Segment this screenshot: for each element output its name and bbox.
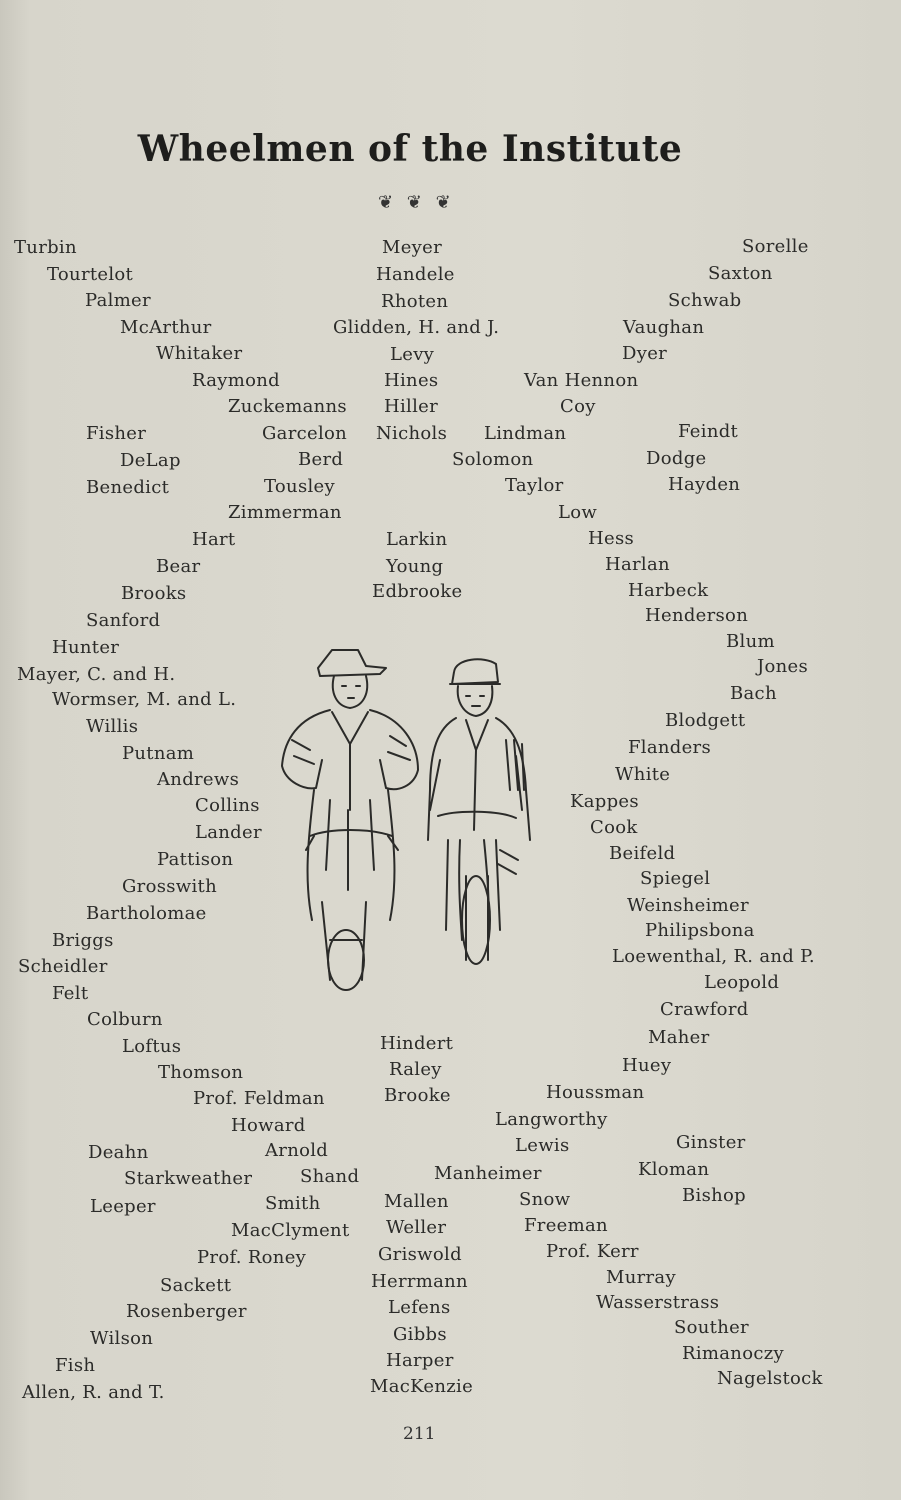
name: Snow: [519, 1189, 571, 1210]
name: Brooke: [384, 1085, 451, 1106]
name: Weinsheimer: [627, 895, 749, 916]
name: Lewis: [515, 1135, 570, 1156]
name: Handele: [376, 264, 455, 285]
name: Loewenthal, R. and P.: [612, 946, 815, 967]
page-number: 211: [403, 1424, 436, 1444]
name: Harper: [386, 1350, 454, 1371]
name: Sackett: [160, 1275, 232, 1296]
name: Huey: [622, 1055, 672, 1076]
page-title: Wheelmen of the Institute: [137, 128, 683, 170]
name: Rimanoczy: [682, 1343, 784, 1364]
name: Edbrooke: [372, 581, 463, 602]
name: Hindert: [380, 1033, 454, 1054]
name: Briggs: [52, 930, 114, 951]
name: Lindman: [484, 423, 567, 444]
name: Rhoten: [381, 291, 449, 312]
name: Larkin: [386, 529, 448, 550]
name: Prof. Kerr: [546, 1241, 639, 1262]
name: Harbeck: [628, 580, 709, 601]
name: Prof. Roney: [197, 1247, 307, 1268]
name: Hayden: [668, 474, 741, 495]
name: McArthur: [120, 317, 212, 338]
name: Bach: [730, 683, 777, 704]
name: Nagelstock: [717, 1368, 823, 1389]
name: Flanders: [628, 737, 711, 758]
name: Spiegel: [640, 868, 711, 889]
name: Mayer, C. and H.: [17, 664, 176, 685]
name: Tourtelot: [47, 264, 134, 285]
name: Solomon: [452, 449, 534, 470]
name: Felt: [52, 983, 89, 1004]
name: Van Hennon: [524, 370, 639, 391]
name: Griswold: [378, 1244, 462, 1265]
title-ornament: ❦ ❦ ❦: [378, 192, 455, 213]
name: Philipsbona: [645, 920, 755, 941]
name: Raymond: [192, 370, 280, 391]
name: Shand: [300, 1166, 360, 1187]
name: Zuckemanns: [228, 396, 347, 417]
name: Putnam: [122, 743, 195, 764]
name: Thomson: [158, 1062, 244, 1083]
name: Langworthy: [495, 1109, 608, 1130]
name: Turbin: [14, 237, 77, 258]
name: Souther: [674, 1317, 749, 1338]
name: Garcelon: [262, 423, 348, 444]
name: Nichols: [376, 423, 448, 444]
name: Howard: [231, 1115, 306, 1136]
name: Henderson: [645, 605, 749, 626]
name: Coy: [560, 396, 596, 417]
name: Tousley: [264, 476, 335, 497]
name: Hiller: [384, 396, 439, 417]
name: Blum: [726, 631, 775, 652]
name: Gibbs: [393, 1324, 447, 1345]
name: Blodgett: [665, 710, 746, 731]
name: Lefens: [388, 1297, 451, 1318]
name: Hunter: [52, 637, 120, 658]
name: Dodge: [646, 448, 707, 469]
name: Leopold: [704, 972, 780, 993]
name: Collins: [195, 795, 260, 816]
name: Murray: [606, 1267, 676, 1288]
name: Wormser, M. and L.: [52, 689, 237, 710]
name: Maher: [648, 1027, 710, 1048]
name: Fisher: [86, 423, 147, 444]
name: Fish: [55, 1355, 96, 1376]
name: Low: [558, 502, 598, 523]
name: MacClyment: [231, 1220, 350, 1241]
name: Sanford: [86, 610, 161, 631]
name: Bear: [156, 556, 201, 577]
name: Kappes: [570, 791, 639, 812]
name: Bishop: [682, 1185, 746, 1206]
name: Arnold: [265, 1140, 329, 1161]
name: DeLap: [120, 450, 181, 471]
name: Leeper: [90, 1196, 156, 1217]
name: Meyer: [382, 237, 443, 258]
name: Beifeld: [609, 843, 676, 864]
name: Berd: [298, 449, 344, 470]
name: Herrmann: [371, 1271, 468, 1292]
name: Freeman: [524, 1215, 608, 1236]
name: Palmer: [85, 290, 151, 311]
two-cyclists-illustration: [270, 640, 550, 1000]
name: Dyer: [622, 343, 668, 364]
name: Deahn: [88, 1142, 149, 1163]
name: Hines: [384, 370, 439, 391]
name: Zimmerman: [228, 502, 342, 523]
name: Harlan: [605, 554, 670, 575]
name: Prof. Feldman: [193, 1088, 325, 1109]
name: Feindt: [678, 421, 739, 442]
name: Starkweather: [124, 1168, 253, 1189]
name: Bartholomae: [86, 903, 207, 924]
name: Colburn: [87, 1009, 163, 1030]
name: MacKenzie: [370, 1376, 474, 1397]
name: Kloman: [638, 1159, 710, 1180]
name: Allen, R. and T.: [22, 1382, 165, 1403]
name: Brooks: [121, 583, 187, 604]
name: Glidden, H. and J.: [333, 317, 500, 338]
name: Andrews: [157, 769, 240, 790]
name: Whitaker: [156, 343, 243, 364]
name: Young: [386, 556, 444, 577]
name: Scheidler: [18, 956, 108, 977]
name: Smith: [265, 1193, 321, 1214]
name: Hart: [192, 529, 236, 550]
name: Benedict: [86, 477, 170, 498]
name: Lander: [195, 822, 262, 843]
name: Grosswith: [122, 876, 217, 897]
name: Weller: [386, 1217, 447, 1238]
name: Raley: [389, 1059, 442, 1080]
name: Manheimer: [434, 1163, 542, 1184]
name: Mallen: [384, 1191, 449, 1212]
name: Ginster: [676, 1132, 746, 1153]
name: Pattison: [157, 849, 234, 870]
name: Wilson: [90, 1328, 154, 1349]
name: Schwab: [668, 290, 742, 311]
name: Willis: [86, 716, 139, 737]
name: Jones: [757, 656, 809, 677]
name: Rosenberger: [126, 1301, 247, 1322]
name: Sorelle: [742, 236, 809, 257]
name: Saxton: [708, 263, 773, 284]
name: Cook: [590, 817, 638, 838]
name: White: [615, 764, 671, 785]
name: Crawford: [660, 999, 749, 1020]
name: Levy: [390, 344, 435, 365]
name: Wasserstrass: [596, 1292, 720, 1313]
name: Vaughan: [623, 317, 705, 338]
name: Taylor: [505, 475, 564, 496]
name: Hess: [588, 528, 635, 549]
name: Houssman: [546, 1082, 645, 1103]
name: Loftus: [122, 1036, 182, 1057]
